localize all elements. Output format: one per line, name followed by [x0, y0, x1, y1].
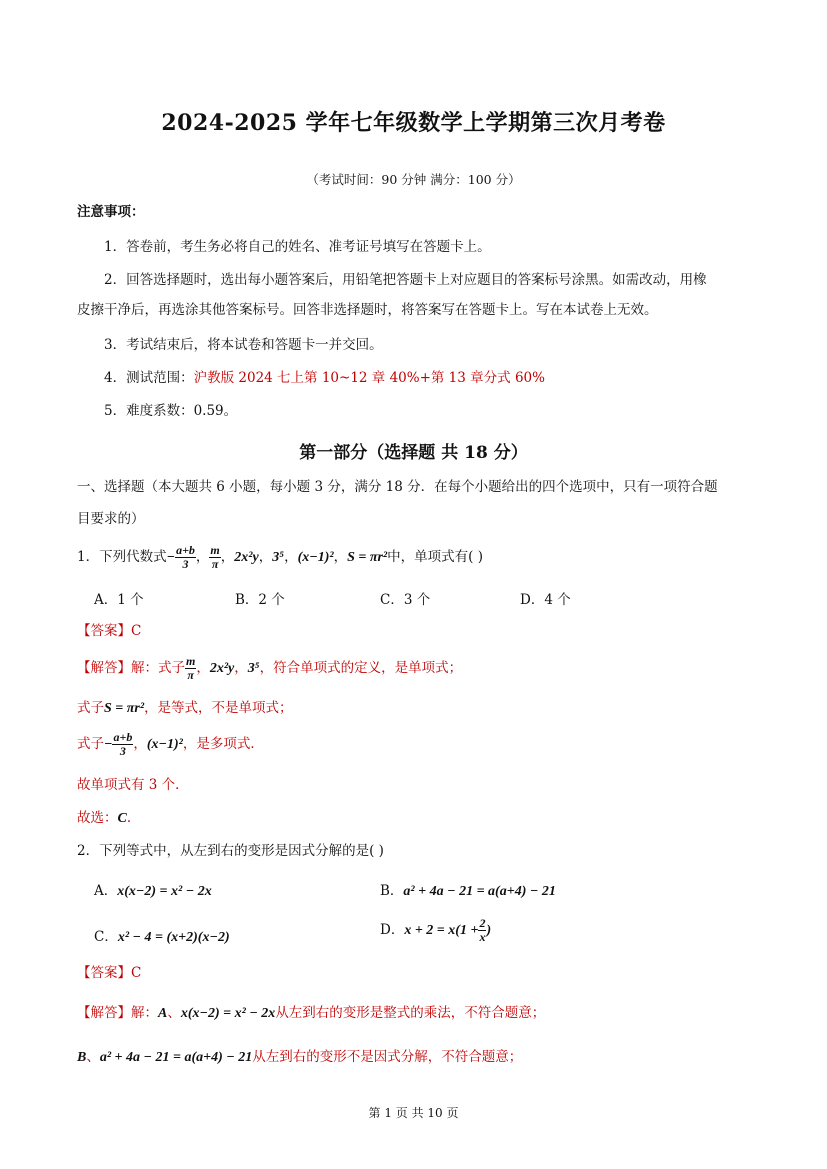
q1-fraction-1: $\frac{a+b}{3}$ — [176, 543, 195, 571]
note-item-1: 1．答卷前，考生务必将自己的姓名、准考证号填写在答题卡上。 — [104, 239, 491, 255]
q2-solution-tag: 【解答】 — [77, 1005, 131, 1021]
q1-solution-line-5: 故选：C． — [77, 810, 141, 826]
q1-expr-5: (x−1)² — [297, 550, 334, 565]
q1-option-a: A．1 个 — [94, 592, 144, 608]
note-item-2-line-2: 皮擦干净后，再选涂其他答案标号。回答非选择题时，将答案写在答题卡上。写在本试卷上无效。 — [77, 302, 658, 318]
q1-prefix: 1．下列代数式 — [77, 549, 167, 565]
note-item-4-prefix: 4．测试范围： — [104, 370, 194, 386]
q1-answer-value: C — [131, 623, 142, 639]
q2-answer-tag: 【答案】 — [77, 965, 131, 981]
q1-solution-tag: 【解答】 — [77, 660, 131, 676]
q1-sol-fraction-2: $\frac{a+b}{3}$ — [113, 730, 133, 758]
q1-sol-fraction: $\frac{m}{\pi}$ — [186, 654, 196, 682]
q1-solution-line-4: 故单项式有 3 个． — [77, 777, 189, 793]
q2-d-fraction: $\frac{2}{x}$ — [479, 916, 486, 944]
q2-option-d: D．x + 2 = x(1 + $\frac{2}{x}$ ) — [380, 916, 492, 944]
q1-answer — [77, 621, 141, 641]
q2-answer — [77, 963, 141, 983]
section-intro-line-1: 一、选择题（本大题共 6 小题，每小题 3 分，满分 18 分．在每个小题给出的四个选项中，只有一项符合题 — [77, 479, 718, 495]
note-item-3: 3．考试结束后，将本试卷和答题卡一并交回。 — [104, 337, 383, 353]
q1-expr-6: S = πr² — [347, 550, 388, 565]
q1-answer-tag: 【答案】 — [77, 623, 131, 639]
q2-solution-line-2: B、a² + 4a − 21 = a(a+4) − 21从左到右的变形不是因式分解，不符合题意； — [77, 1049, 523, 1065]
section-title: 第一部分（选择题 共 18 分） — [299, 443, 528, 463]
test-range: 沪教版 2024 七上第 10~12 章 40%+第 13 章分式 60% — [193, 370, 545, 386]
q1-solution-line-3: 式子− $\frac{a+b}{3}$ ，(x−1)²，是多项式． — [77, 730, 264, 758]
q2-option-c: C．x² − 4 = (x+2)(x−2) — [94, 929, 230, 945]
page-title: 2024-2025 学年七年级数学上学期第三次月考卷 — [161, 110, 666, 136]
q2-answer-value: C — [131, 965, 142, 981]
q1-suffix: 中，单项式有( ) — [387, 549, 483, 565]
question-1: 1．下列代数式− $\frac{a+b}{3}$ ， $\frac{m}{\pi}$ ，2x²y，3⁵，(x−1)²，S = πr²中，单项式有( ) — [77, 543, 483, 571]
question-2: 2．下列等式中，从左到右的变形是因式分解的是( ) — [77, 843, 384, 859]
page-footer: 第 1 页 共 10 页 — [368, 1106, 459, 1120]
notes-heading: 注意事项： — [77, 204, 145, 220]
q1-expr-4: 3⁵ — [272, 550, 285, 565]
q1-option-c: C．3 个 — [380, 592, 431, 608]
note-item-4 — [104, 366, 545, 386]
q2-option-b: B．a² + 4a − 21 = a(a+4) − 21 — [380, 883, 556, 899]
note-item-2-line-1: 2．回答选择题时，选出每小题答案后，用铅笔把答题卡上对应题目的答案标号涂黑。如需改动，用橡 — [104, 272, 707, 288]
q2-option-a: A．x(x−2) = x² − 2x — [94, 883, 212, 899]
q1-option-d: D．4 个 — [520, 592, 571, 608]
q1-solution-line-2: 式子S = πr²，是等式，不是单项式； — [77, 700, 293, 716]
q1-solution-line-1: 【解答】解：式子 $\frac{m}{\pi}$ ，2x²y，3⁵，符合单项式的定义，是单项式； — [77, 654, 463, 682]
q1-option-b: B．2 个 — [235, 592, 285, 608]
q2-solution-line-1: 【解答】解：A、x(x−2) = x² − 2x从左到右的变形是整式的乘法，不符合题意； — [77, 1005, 546, 1021]
q1-expr-3: 2x²y — [234, 550, 259, 565]
q1-fraction-2: $\frac{m}{\pi}$ — [210, 543, 220, 571]
exam-info: （考试时间：90 分钟 满分：100 分） — [306, 172, 521, 187]
section-intro-line-2: 目要求的） — [77, 511, 145, 527]
note-item-5: 5．难度系数：0.59。 — [104, 403, 238, 419]
